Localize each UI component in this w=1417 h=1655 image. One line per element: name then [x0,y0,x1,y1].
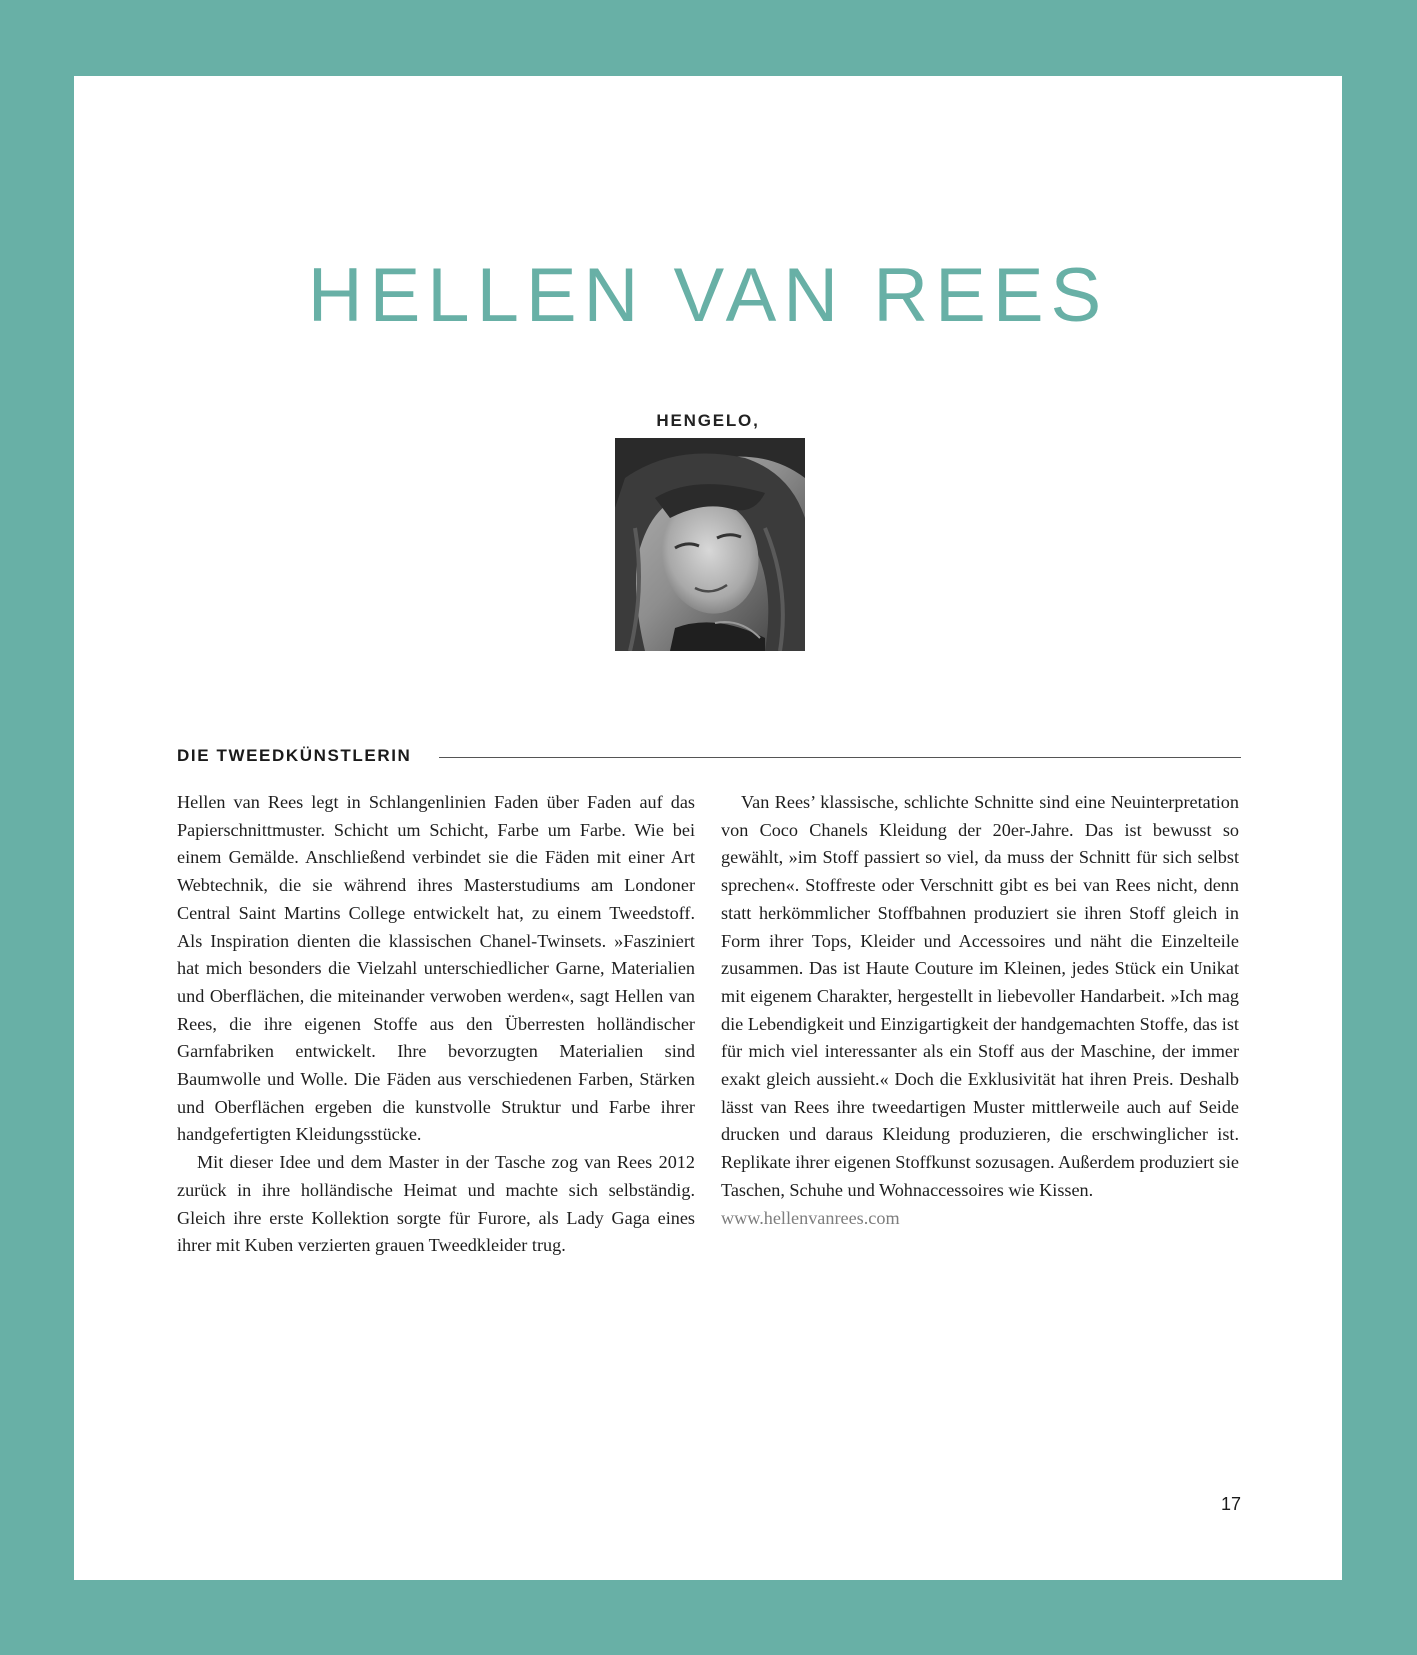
text-column-right [721,789,1239,1232]
page-title: HELLEN VAN REES [307,253,1109,338]
portrait-photo [615,438,805,651]
website-link[interactable]: www.hellenvanrees.com [721,1207,900,1228]
paragraph: Mit dieser Idee und dem Master in der Tasche zog van Rees 2012 zurück in ihre holländische Heimat und machte sich selbständig. Gleich ihre erste Kollektion sorgte für Furore, als Lady Gaga eines ihrer mit Kuben verzierten grauen Tweedkleider trug. [177,1152,695,1256]
section-divider [439,757,1241,758]
location-city: HENGELO, [656,411,760,430]
page-number: 17 [1220,1494,1241,1514]
section-title: DIE TWEEDKÜNSTLERIN [177,746,412,765]
paragraph: Van Rees’ klassische, schlichte Schnitte sind eine Neuinterpretation von Coco Chanels Kleidung der 20er-Jahre. Das ist bewusst so gewählt, »im Stoff passiert so viel, da muss der Schnitt für sich selbst sprechen«. Stoffreste oder Verschnitt gibt es bei van Rees nicht, denn statt herkömmlicher Stoffbahnen produziert sie ihren Stoff gleich in Form ihrer Tops, Kleider und Accessoires und näht die Einzelteile zusammen. Das ist Haute Couture im Kleinen, jedes Stück ein Unikat mit eigenem Charakter, hergestellt in liebevoller Handarbeit. »Ich mag die Lebendigkeit und Einzigartigkeit der handgemachten Stoffe, das ist für mich viel interessanter als ein Stoff aus der Maschine, der immer exakt gleich aussieht.« Doch die Exklusivität hat ihren Preis. Deshalb lässt van Rees ihre tweedartigen Muster mittlerweile auch auf Seide drucken und daraus Kleidung produzieren, die erschwinglicher ist. Replikate ihrer eigenen Stoffkunst sozusagen. Außerdem produziert sie Taschen, Schuhe und Wohnaccessoires wie Kissen. [721,792,1239,1200]
page [74,76,1342,1580]
section-header [177,745,1241,767]
paragraph: Hellen van Rees legt in Schlangenlinien Faden über Faden auf das Papierschnittmuster. Schicht um Schicht, Farbe um Farbe. Wie bei einem Gemälde. Anschließend verbindet sie die Fäden mit einer Art Webtechnik, die sie während ihres Masterstudiums am Londoner Central Saint Martins College entwickelt hat, zu einem Tweedstoff. Als Inspiration dienten die klassischen Chanel-Twinsets. »Fasziniert hat mich besonders die Vielzahl unterschiedlicher Garne, Materialien und Oberflächen, die miteinander verwoben werden«, sagt Hellen van Rees, die ihre eigenen Stoffe aus den Überresten holländischer Garnfabriken entwickelt. Ihre bevorzugten Materialien sind Baumwolle und Wolle. Die Fäden aus verschiedenen Farben, Stärken und Oberflächen ergeben die kunstvolle Struktur und Farbe ihrer handgefertigten Kleidungsstücke. [177,792,695,1145]
text-column-left [177,789,695,1260]
